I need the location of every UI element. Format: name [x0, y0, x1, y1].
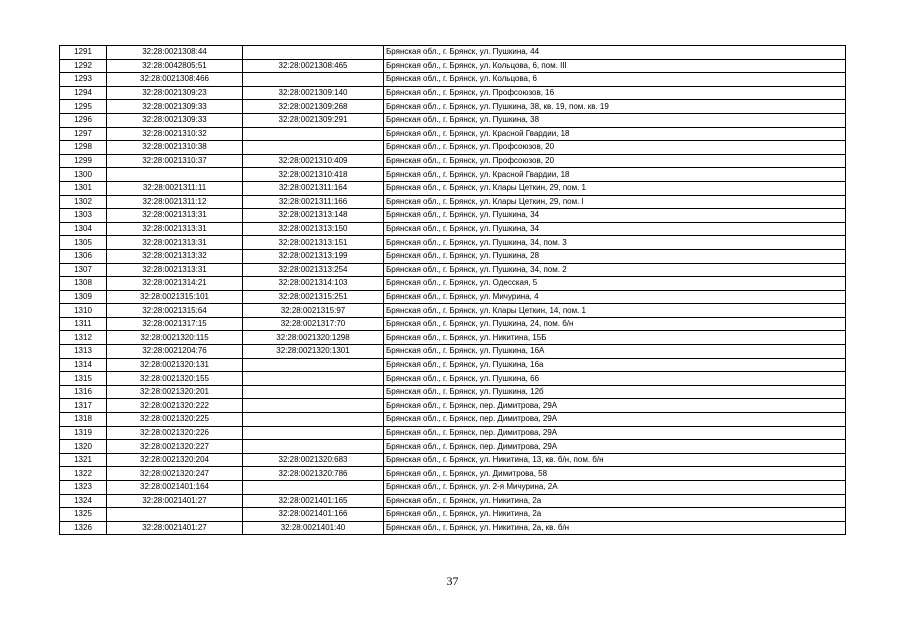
parent-cadastral-number	[243, 127, 384, 141]
row-number: 1293	[60, 73, 107, 87]
cadastral-number: 32:28:0021204:76	[107, 345, 243, 359]
cadastral-number: 32:28:0021320:201	[107, 385, 243, 399]
parent-cadastral-number	[243, 440, 384, 454]
parent-cadastral-number: 32:28:0021311:166	[243, 195, 384, 209]
parent-cadastral-number	[243, 46, 384, 60]
table-row	[60, 481, 846, 495]
cadastral-number: 32:28:0021401:27	[107, 494, 243, 508]
address-cell: Брянская обл., г. Брянск, ул. Пушкина, 38, кв. 19, пом. кв. 19	[384, 100, 846, 114]
row-number: 1320	[60, 440, 107, 454]
row-number: 1316	[60, 385, 107, 399]
row-number: 1299	[60, 154, 107, 168]
address-cell: Брянская обл., г. Брянск, ул. Клары Цеткин, 29, пом. 1	[384, 181, 846, 195]
address-cell: Брянская обл., г. Брянск, ул. Профсоюзов, 16	[384, 86, 846, 100]
address-cell: Брянская обл., г. Брянск, ул. Пушкина, 44	[384, 46, 846, 60]
cadastral-number: 32:28:0021313:31	[107, 209, 243, 223]
cadastral-number: 32:28:0021401:27	[107, 521, 243, 535]
parent-cadastral-number: 32:28:0021309:140	[243, 86, 384, 100]
table-row	[60, 154, 846, 168]
cadastral-number: 32:28:0021315:64	[107, 304, 243, 318]
table-row	[60, 209, 846, 223]
row-number: 1313	[60, 345, 107, 359]
row-number: 1323	[60, 481, 107, 495]
parent-cadastral-number: 32:28:0021313:148	[243, 209, 384, 223]
parent-cadastral-number: 32:28:0021320:683	[243, 453, 384, 467]
address-cell: Брянская обл., г. Брянск, пер. Димитрова, 29А	[384, 440, 846, 454]
table-row	[60, 345, 846, 359]
table-row	[60, 181, 846, 195]
parent-cadastral-number: 32:28:0021317:70	[243, 317, 384, 331]
parent-cadastral-number	[243, 358, 384, 372]
parent-cadastral-number: 32:28:0021308:465	[243, 59, 384, 73]
address-cell: Брянская обл., г. Брянск, ул. Никитина, 13, кв. б/н, пом. б/н	[384, 453, 846, 467]
address-cell: Брянская обл., г. Брянск, ул. Красной Гвардии, 18	[384, 168, 846, 182]
cadastral-number: 32:28:0021308:466	[107, 73, 243, 87]
address-cell: Брянская обл., г. Брянск, ул. Никитина, 15Б	[384, 331, 846, 345]
table-row	[60, 249, 846, 263]
address-cell: Брянская обл., г. Брянск, пер. Димитрова, 29А	[384, 399, 846, 413]
address-cell: Брянская обл., г. Брянск, ул. Мичурина, 4	[384, 290, 846, 304]
table-row	[60, 426, 846, 440]
cadastral-table	[59, 45, 846, 535]
parent-cadastral-number	[243, 399, 384, 413]
cadastral-number: 32:28:0021310:38	[107, 141, 243, 155]
cadastral-number	[107, 168, 243, 182]
row-number: 1321	[60, 453, 107, 467]
cadastral-number: 32:28:0021320:131	[107, 358, 243, 372]
row-number: 1291	[60, 46, 107, 60]
row-number: 1292	[60, 59, 107, 73]
row-number: 1312	[60, 331, 107, 345]
cadastral-number: 32:28:0021320:226	[107, 426, 243, 440]
cadastral-number: 32:28:0042805:51	[107, 59, 243, 73]
cadastral-number: 32:28:0021401:164	[107, 481, 243, 495]
address-cell: Брянская обл., г. Брянск, ул. Клары Цеткин, 29, пом. I	[384, 195, 846, 209]
parent-cadastral-number	[243, 426, 384, 440]
address-cell: Брянская обл., г. Брянск, ул. Пушкина, 34	[384, 222, 846, 236]
parent-cadastral-number: 32:28:0021311:164	[243, 181, 384, 195]
page-number: 37	[446, 574, 459, 588]
row-number: 1306	[60, 249, 107, 263]
cadastral-number: 32:28:0021311:11	[107, 181, 243, 195]
parent-cadastral-number: 32:28:0021313:151	[243, 236, 384, 250]
address-cell: Брянская обл., г. Брянск, ул. 2-я Мичурина, 2А	[384, 481, 846, 495]
parent-cadastral-number: 32:28:0021310:418	[243, 168, 384, 182]
cadastral-number: 32:28:0021317:15	[107, 317, 243, 331]
table-row	[60, 127, 846, 141]
table-row	[60, 399, 846, 413]
address-cell: Брянская обл., г. Брянск, ул. Одесская, 5	[384, 277, 846, 291]
parent-cadastral-number: 32:28:0021313:150	[243, 222, 384, 236]
cadastral-number: 32:28:0021313:32	[107, 249, 243, 263]
parent-cadastral-number	[243, 413, 384, 427]
row-number: 1319	[60, 426, 107, 440]
cadastral-number: 32:28:0021320:225	[107, 413, 243, 427]
parent-cadastral-number	[243, 385, 384, 399]
row-number: 1325	[60, 508, 107, 522]
row-number: 1322	[60, 467, 107, 481]
table-row	[60, 467, 846, 481]
row-number: 1309	[60, 290, 107, 304]
parent-cadastral-number	[243, 481, 384, 495]
cadastral-number: 32:28:0021315:101	[107, 290, 243, 304]
cadastral-number: 32:28:0021320:155	[107, 372, 243, 386]
table-row	[60, 385, 846, 399]
address-cell: Брянская обл., г. Брянск, ул. Профсоюзов, 20	[384, 154, 846, 168]
cadastral-number: 32:28:0021314:21	[107, 277, 243, 291]
parent-cadastral-number: 32:28:0021320:1298	[243, 331, 384, 345]
parent-cadastral-number: 32:28:0021401:166	[243, 508, 384, 522]
table-row	[60, 195, 846, 209]
row-number: 1310	[60, 304, 107, 318]
parent-cadastral-number: 32:28:0021309:291	[243, 113, 384, 127]
row-number: 1302	[60, 195, 107, 209]
parent-cadastral-number: 32:28:0021310:409	[243, 154, 384, 168]
address-cell: Брянская обл., г. Брянск, ул. Красной Гвардии, 18	[384, 127, 846, 141]
row-number: 1317	[60, 399, 107, 413]
parent-cadastral-number: 32:28:0021401:40	[243, 521, 384, 535]
cadastral-number: 32:28:0021320:115	[107, 331, 243, 345]
row-number: 1324	[60, 494, 107, 508]
table-row	[60, 304, 846, 318]
address-cell: Брянская обл., г. Брянск, пер. Димитрова, 29А	[384, 426, 846, 440]
row-number: 1311	[60, 317, 107, 331]
row-number: 1296	[60, 113, 107, 127]
table-row	[60, 440, 846, 454]
row-number: 1314	[60, 358, 107, 372]
table-row	[60, 508, 846, 522]
address-cell: Брянская обл., г. Брянск, ул. Пушкина, 66	[384, 372, 846, 386]
parent-cadastral-number: 32:28:0021320:1301	[243, 345, 384, 359]
table-row	[60, 113, 846, 127]
table-row	[60, 46, 846, 60]
table-row	[60, 168, 846, 182]
address-cell: Брянская обл., г. Брянск, ул. Кольцова, 6, пом. III	[384, 59, 846, 73]
cadastral-number: 32:28:0021320:222	[107, 399, 243, 413]
cadastral-number: 32:28:0021320:204	[107, 453, 243, 467]
parent-cadastral-number: 32:28:0021315:251	[243, 290, 384, 304]
row-number: 1308	[60, 277, 107, 291]
address-cell: Брянская обл., г. Брянск, ул. Пушкина, 24, пом. б/н	[384, 317, 846, 331]
row-number: 1297	[60, 127, 107, 141]
cadastral-number: 32:28:0021308:44	[107, 46, 243, 60]
table-row	[60, 86, 846, 100]
cadastral-number	[107, 508, 243, 522]
table-row	[60, 317, 846, 331]
table-row	[60, 59, 846, 73]
table-row	[60, 521, 846, 535]
parent-cadastral-number	[243, 372, 384, 386]
cadastral-number: 32:28:0021313:31	[107, 236, 243, 250]
row-number: 1305	[60, 236, 107, 250]
row-number: 1303	[60, 209, 107, 223]
cadastral-table-body	[60, 46, 846, 535]
address-cell: Брянская обл., г. Брянск, ул. Пушкина, 28	[384, 249, 846, 263]
table-row	[60, 263, 846, 277]
row-number: 1304	[60, 222, 107, 236]
address-cell: Брянская обл., г. Брянск, ул. Пушкина, 16а	[384, 358, 846, 372]
table-row	[60, 277, 846, 291]
parent-cadastral-number: 32:28:0021401:165	[243, 494, 384, 508]
parent-cadastral-number: 32:28:0021313:199	[243, 249, 384, 263]
table-row	[60, 358, 846, 372]
row-number: 1315	[60, 372, 107, 386]
table-row	[60, 331, 846, 345]
row-number: 1307	[60, 263, 107, 277]
address-cell: Брянская обл., г. Брянск, ул. Никитина, 2а	[384, 508, 846, 522]
address-cell: Брянская обл., г. Брянск, ул. Димитрова, 58	[384, 467, 846, 481]
row-number: 1294	[60, 86, 107, 100]
row-number: 1326	[60, 521, 107, 535]
cadastral-number: 32:28:0021309:23	[107, 86, 243, 100]
row-number: 1298	[60, 141, 107, 155]
table-row	[60, 372, 846, 386]
cadastral-number: 32:28:0021320:227	[107, 440, 243, 454]
table-row	[60, 453, 846, 467]
parent-cadastral-number: 32:28:0021309:268	[243, 100, 384, 114]
cadastral-number: 32:28:0021310:32	[107, 127, 243, 141]
address-cell: Брянская обл., г. Брянск, ул. Пушкина, 38	[384, 113, 846, 127]
table-row	[60, 413, 846, 427]
cadastral-number: 32:28:0021309:33	[107, 100, 243, 114]
address-cell: Брянская обл., г. Брянск, ул. Клары Цеткин, 14, пом. 1	[384, 304, 846, 318]
address-cell: Брянская обл., г. Брянск, ул. Пушкина, 34, пом. 3	[384, 236, 846, 250]
table-row	[60, 290, 846, 304]
table-row	[60, 222, 846, 236]
address-cell: Брянская обл., г. Брянск, ул. Никитина, 2а	[384, 494, 846, 508]
address-cell: Брянская обл., г. Брянск, ул. Пушкина, 16А	[384, 345, 846, 359]
table-row	[60, 73, 846, 87]
address-cell: Брянская обл., г. Брянск, ул. Кольцова, 6	[384, 73, 846, 87]
cadastral-number: 32:28:0021320:247	[107, 467, 243, 481]
parent-cadastral-number: 32:28:0021320:786	[243, 467, 384, 481]
parent-cadastral-number: 32:28:0021313:254	[243, 263, 384, 277]
cadastral-number: 32:28:0021311:12	[107, 195, 243, 209]
row-number: 1301	[60, 181, 107, 195]
row-number: 1318	[60, 413, 107, 427]
address-cell: Брянская обл., г. Брянск, ул. Пушкина, 34	[384, 209, 846, 223]
address-cell: Брянская обл., г. Брянск, ул. Пушкина, 34, пом. 2	[384, 263, 846, 277]
parent-cadastral-number	[243, 141, 384, 155]
address-cell: Брянская обл., г. Брянск, ул. Профсоюзов, 20	[384, 141, 846, 155]
address-cell: Брянская обл., г. Брянск, пер. Димитрова, 29А	[384, 413, 846, 427]
cadastral-number: 32:28:0021309:33	[107, 113, 243, 127]
table-row	[60, 141, 846, 155]
parent-cadastral-number	[243, 73, 384, 87]
table-row	[60, 236, 846, 250]
parent-cadastral-number: 32:28:0021314:103	[243, 277, 384, 291]
parent-cadastral-number: 32:28:0021315:97	[243, 304, 384, 318]
table-row	[60, 494, 846, 508]
table-row	[60, 100, 846, 114]
address-cell: Брянская обл., г. Брянск, ул. Пушкина, 12б	[384, 385, 846, 399]
address-cell: Брянская обл., г. Брянск, ул. Никитина, 2а, кв. б/н	[384, 521, 846, 535]
cadastral-number: 32:28:0021313:31	[107, 222, 243, 236]
cadastral-number: 32:28:0021313:31	[107, 263, 243, 277]
cadastral-number: 32:28:0021310:37	[107, 154, 243, 168]
row-number: 1295	[60, 100, 107, 114]
row-number: 1300	[60, 168, 107, 182]
